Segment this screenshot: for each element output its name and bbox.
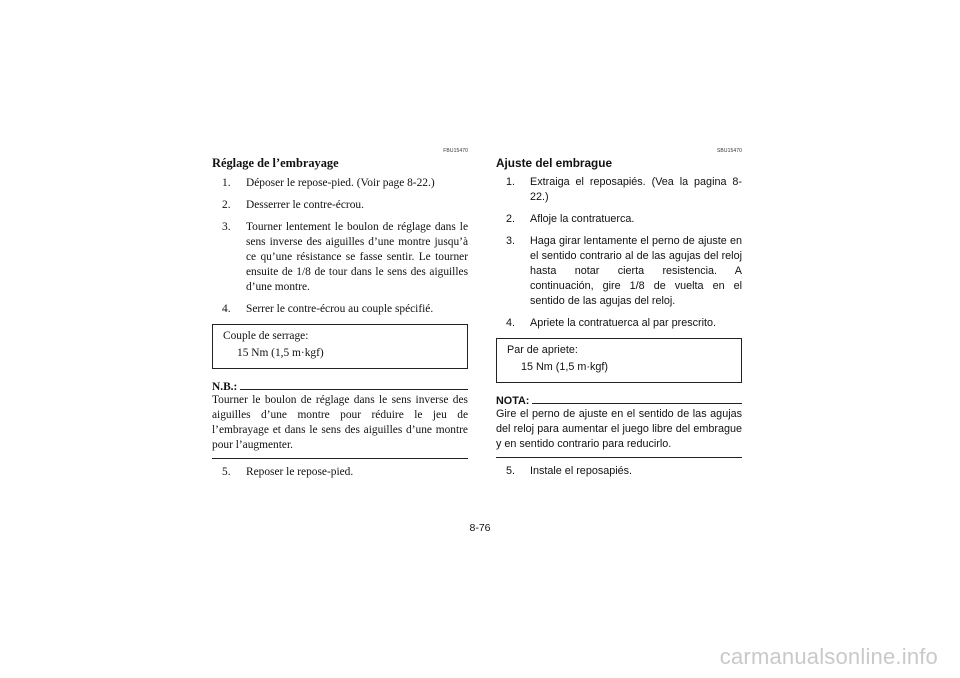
- note-text: Tourner le boulon de réglage dans le sens inverse des aiguilles d’une montre pour réduire le jeu de l’embrayage et dans le sens des aiguilles d’une montre pour l’augmenter.: [212, 393, 468, 459]
- torque-spec-box: [496, 338, 742, 383]
- step-text: Instale el reposapiés.: [530, 465, 633, 477]
- step-text: Afloje la contratuerca.: [530, 213, 635, 225]
- step-list: [212, 176, 468, 317]
- section-code: SBU15470: [717, 148, 742, 154]
- step-text: Tourner lentement le boulon de réglage dans le sens inverse des aiguilles d’une montre jusqu’à ce qu’une résistance se fasse sentir. Le tourner ensuite de 1/8 de tour dans le sens des aiguilles d’une montre.: [246, 221, 468, 293]
- step-text: Déposer le repose-pied. (Voir page 8-22.): [246, 177, 435, 189]
- french-column: [212, 148, 468, 487]
- step-number: 4.: [506, 317, 516, 329]
- torque-spec-box: [212, 324, 468, 369]
- note-label: N.B.:: [212, 381, 238, 393]
- step-list: [496, 175, 742, 331]
- step-item: [496, 175, 742, 205]
- step-item: [212, 465, 468, 480]
- step-text: Desserrer le contre-écrou.: [246, 199, 364, 211]
- watermark: carmanualsonline.info: [719, 644, 938, 669]
- step-item: [496, 464, 742, 479]
- step-number: 2.: [222, 199, 231, 211]
- section-code: FBU15470: [443, 148, 468, 154]
- note-header: [212, 381, 468, 393]
- step-item: [212, 176, 468, 191]
- note-rule: [532, 403, 742, 404]
- note-label: NOTA:: [496, 395, 530, 407]
- step-number: 5.: [506, 465, 516, 477]
- step-text: Haga girar lentamente el perno de ajuste en el sentido contrario al de las agujas del reloj hasta notar cierta resistencia. A continuación, gire 1/8 de vuelta en el sentido de las agujas del reloj.: [530, 235, 742, 307]
- step-item: [496, 234, 742, 309]
- step-number: 1.: [506, 176, 516, 188]
- section-title: Réglage de l’embrayage: [212, 156, 339, 170]
- step-list-continued: [212, 465, 468, 480]
- step-item: [212, 302, 468, 317]
- step-number: 3.: [222, 221, 231, 233]
- step-number: 4.: [222, 303, 231, 315]
- note-header: [496, 395, 742, 407]
- step-text: Reposer le repose-pied.: [246, 466, 354, 478]
- step-number: 5.: [222, 466, 231, 478]
- step-text: Apriete la contratuerca al par prescrito.: [530, 317, 717, 329]
- step-list-continued: [496, 464, 742, 479]
- step-number: 2.: [506, 213, 516, 225]
- step-item: [212, 220, 468, 295]
- step-number: 1.: [222, 177, 231, 189]
- spec-label: Couple de serrage:: [223, 330, 309, 342]
- step-item: [212, 198, 468, 213]
- spec-value: 15 Nm (1,5 m·kgf): [237, 347, 324, 359]
- spanish-column: [496, 148, 742, 486]
- step-item: [496, 212, 742, 227]
- step-number: 3.: [506, 235, 516, 247]
- note-text: Gire el perno de ajuste en el sentido de las agujas del reloj para aumentar el juego libre del embrague y en sentido contrario para reducirlo.: [496, 407, 742, 458]
- section-title: Ajuste del embrague: [496, 156, 613, 170]
- spec-label: Par de apriete:: [507, 344, 578, 356]
- note-rule: [240, 389, 468, 390]
- step-text: Extraiga el reposapiés. (Vea la pagina 8-22.): [530, 176, 742, 203]
- spec-value: 15 Nm (1,5 m·kgf): [521, 361, 608, 373]
- step-item: [496, 316, 742, 331]
- step-text: Serrer le contre-écrou au couple spécifié.: [246, 303, 434, 315]
- page-number: 8-76: [469, 522, 491, 534]
